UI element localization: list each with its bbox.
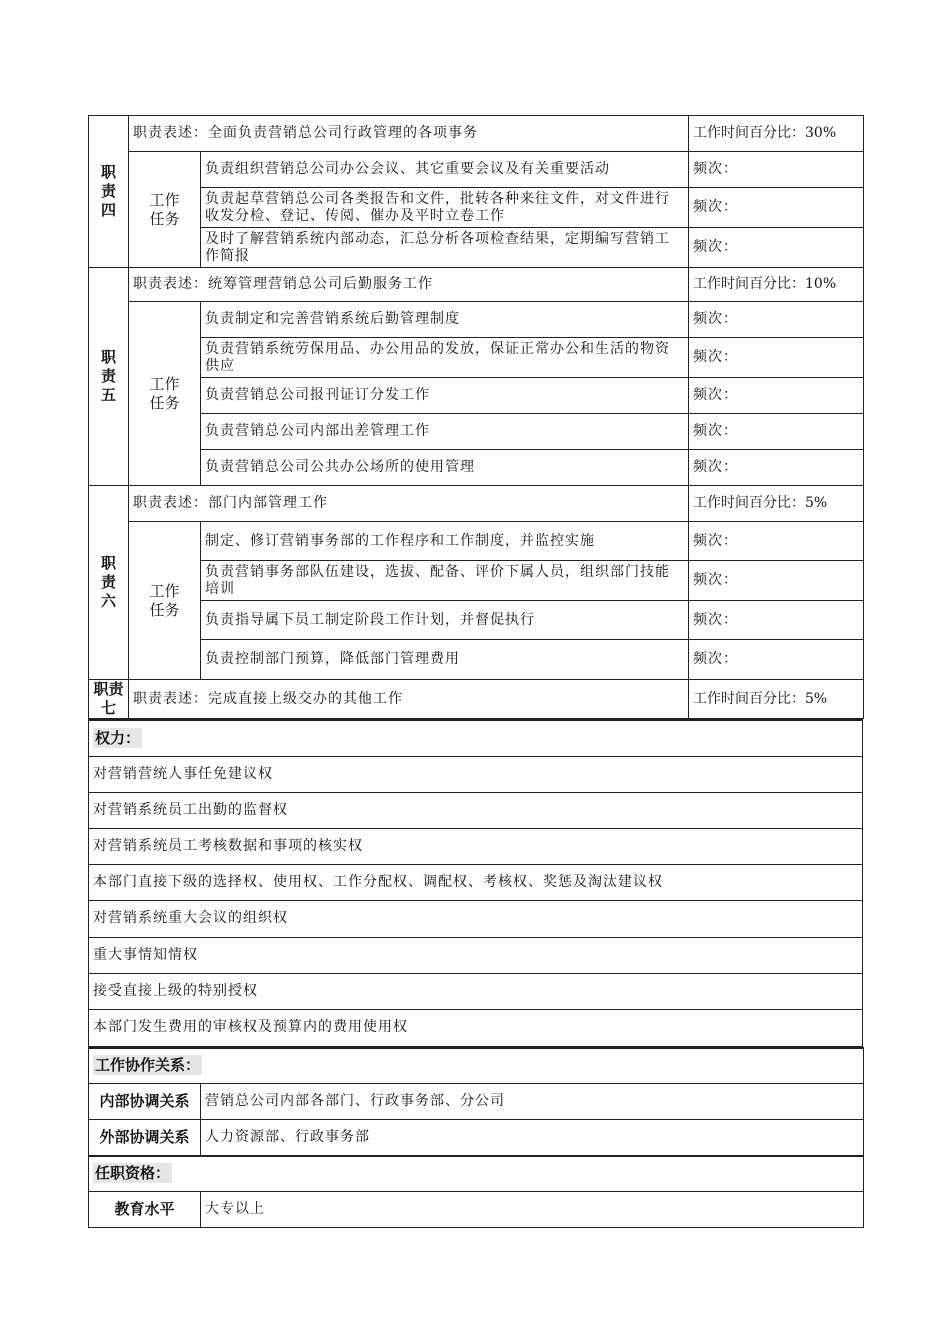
duty-4-task-header: 工作 任务: [129, 152, 201, 268]
duty-6-time-pct: 工作时间百分比：5%: [689, 486, 864, 522]
external-relations-label: 外部协调关系: [89, 1120, 201, 1156]
duty-6-task-4-freq: 频次：: [689, 640, 864, 680]
duty-5-task-1-freq: 频次：: [689, 302, 864, 338]
authority-item-2: 对营销系统员工出勤的监督权: [89, 792, 863, 828]
duty-4-task-2: 负责起草营销总公司各类报告和文件，批转各种来往文件，对文件进行收发分检、登记、传阅、催办及平时立卷工作: [201, 188, 689, 228]
duty-6-statement: 职责表述：部门内部管理工作: [129, 486, 689, 522]
duty-4-task-3: 及时了解营销系统内部动态，汇总分析各项检查结果，定期编写营销工作简报: [201, 228, 689, 268]
duty-6-task-1: 制定、修订营销事务部的工作程序和工作制度，并监控实施: [201, 522, 689, 561]
duty-5-label: 职 责 五: [89, 268, 129, 486]
duty-6-task-1-freq: 频次：: [689, 522, 864, 561]
duty-4-label: 职 责 四: [89, 116, 129, 268]
authority-item-6: 重大事情知情权: [89, 937, 863, 973]
authority-item-7: 接受直接上级的特别授权: [89, 973, 863, 1009]
internal-relations-value: 营销总公司内部各部门、行政事务部、分公司: [201, 1084, 864, 1120]
duty-5-task-5: 负责营销总公司公共办公场所的使用管理: [201, 450, 689, 486]
qualifications-section-title: 任职资格：: [89, 1156, 864, 1192]
duties-table: [88, 115, 864, 719]
education-label: 教育水平: [89, 1192, 201, 1228]
duty-7-statement: 职责表述：完成直接上级交办的其他工作: [129, 680, 689, 719]
duty-5-task-2-freq: 频次：: [689, 338, 864, 378]
duty-6-task-2: 负责营销事务部队伍建设，选拔、配备、评价下属人员，组织部门技能培训: [201, 561, 689, 601]
authority-item-1: 对营销营统人事任免建议权: [89, 756, 863, 792]
duty-5-task-2: 负责营销系统劳保用品、办公用品的发放，保证正常办公和生活的物资供应: [201, 338, 689, 378]
authority-table: [88, 719, 863, 1047]
education-value: 大专以上: [201, 1192, 864, 1228]
duty-6-task-2-freq: 频次：: [689, 561, 864, 601]
duty-6-task-3-freq: 频次：: [689, 601, 864, 640]
duty-4-task-1-freq: 频次：: [689, 152, 864, 188]
duty-5-task-3-freq: 频次：: [689, 378, 864, 414]
authority-item-4: 本部门直接下级的选择权、使用权、工作分配权、调配权、考核权、奖惩及淘汰建议权: [89, 864, 863, 900]
duty-4-time-pct: 工作时间百分比：30%: [689, 116, 864, 152]
duty-5-task-4: 负责营销总公司内部出差管理工作: [201, 414, 689, 450]
duty-5-statement: 职责表述：统筹管理营销总公司后勤服务工作: [129, 268, 689, 302]
duty-4-statement: 职责表述：全面负责营销总公司行政管理的各项事务: [129, 116, 689, 152]
duty-5-task-3: 负责营销总公司报刊证订分发工作: [201, 378, 689, 414]
duty-5-task-4-freq: 频次：: [689, 414, 864, 450]
external-relations-value: 人力资源部、行政事务部: [201, 1120, 864, 1156]
duty-4-task-3-freq: 频次：: [689, 228, 864, 268]
duty-5-task-5-freq: 频次：: [689, 450, 864, 486]
duty-7-time-pct: 工作时间百分比：5%: [689, 680, 864, 719]
duty-5-task-1: 负责制定和完善营销系统后勤管理制度: [201, 302, 689, 338]
authority-section-title: 权力：: [89, 720, 863, 756]
duty-4-task-2-freq: 频次：: [689, 188, 864, 228]
duty-4-task-1: 负责组织营销总公司办公会议、其它重要会议及有关重要活动: [201, 152, 689, 188]
duty-6-task-3: 负责指导属下员工制定阶段工作计划，并督促执行: [201, 601, 689, 640]
duty-6-task-4: 负责控制部门预算，降低部门管理费用: [201, 640, 689, 680]
authority-item-5: 对营销系统重大会议的组织权: [89, 900, 863, 937]
authority-item-3: 对营销系统员工考核数据和事项的核实权: [89, 828, 863, 864]
authority-item-8: 本部门发生费用的审核权及预算内的费用使用权: [89, 1009, 863, 1046]
duty-6-label: 职 责 六: [89, 486, 129, 680]
duty-7-label: 职责 七: [89, 680, 129, 719]
duty-5-task-header: 工作 任务: [129, 302, 201, 486]
duty-5-time-pct: 工作时间百分比：10%: [689, 268, 864, 302]
duty-6-task-header: 工作 任务: [129, 522, 201, 680]
internal-relations-label: 内部协调关系: [89, 1084, 201, 1120]
job-description-table: [88, 115, 863, 1228]
relations-section-title: 工作协作关系：: [89, 1048, 864, 1084]
relations-table: [88, 1047, 864, 1229]
